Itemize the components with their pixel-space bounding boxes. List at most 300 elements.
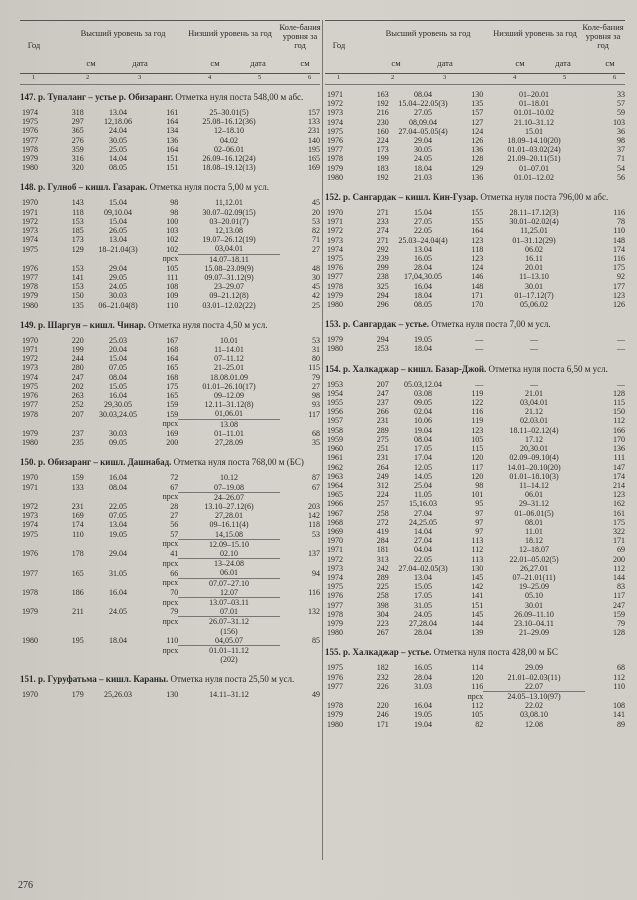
table-row — [20, 226, 320, 235]
high-level-cell — [53, 419, 84, 429]
high-date-cell: 29,30.05 — [104, 400, 133, 410]
document-page: Год Высший уровень за год Низший уровень за год Коле-бания уровня за год см дата см дата см 1 2 3 4 5 6 Год Высший уровень за год Низший уровень за год Коле-бания уровня за год см дата см дата см 1 2 3 4 5 6 147. р. Тупаланг – устье р. Обизаранг. Отметка нуля поста 548,00 м абс. 1974 318 13.04 161 25–30.01(5) 157 1975 297 12,18.06 164 25.08–16.12(36) 133 1976 365 24.04 134 12–18.10 231 1977 276 30.05 136 04.02 140 1978 359 25.05 164 02–06.01 195 1979 316 14.04 151 26.09–16.12(24) 165 1980 320 08.05 151 18.08–19.12(13) 169 148. р. Гулноб – кишл. Газарак. Отметка нуля поста 5,00 м усл. 1970 143 15.04 98 11,12.01 45 1971 118 09,10.04 98 30.07–02.09(15) 20 1972 153 15.04 100 03–20.01(7) 53 1973 185 26.05 103 12,13.08 82 1974 173 13.04 102 19.07–26.12(19) 71 1975 129 18–21.04(3) 102 03,04.01 27 прсх 14.07–18.11 1976 153 29.04 105 15.08–23.09(9) 48 1977 141 29.05 111 09.07–31.12(9) 30 1978 153 24.05 108 23–29.07 45 1979 150 30.03 109 09–21.12(8) 42 1980 135 06–21.04(8) 110 03.01–12.02(22) 25 149. р. Шаргун – кишл. Чинар. Отметка нуля поста 4,50 м усл. 1970 220 25.03 167 10.01 53 1971 199 20.04 168 11–14.01 31 1972 244 15.04 164 07–11.12 80 1973 280 07.05 165 21–25.01 115 1974 247 08.04 168 18.08.01.09 79 1975 202 15.05 175 01.01–26.10(17) 27 1976 263 16.04 165 09–12.09 98 1977 252 29,30.05 159 12.11–31.12(8) 93 1978 207 30.03,24.05 159 01,06.01 117 прсх 13.08 1979 237 30.03 169 01–11.01 68 1980 235 09.05 200 27,28.09 35 150. р. Обизаранг – кишл. Дашнабад. Отметка нуля поста 768,00 м (БС) 1970 159 16.04 72 10.12 87 1971 133 08.04 67 07–19.08 67 прсх 24–26.07 1972 231 22.05 28 13.10–27.12(6) 203 1973 169 07.05 27 27,28.01 142 1974 174 13.04 56 09–16.11(4) 118 1975 110 19.05 57 14,15.08 53 прсх 12.09–15.10 1976 178 29.04 41 02.10 137 прсх 13–24.08 1977 165 31.05 66 06.01 94 прсх 07.07–27.10 1978 186 16.04 70 12.07 116 прсх 13.07–03.11 1979 211 24.05 79 07.01 132 прсх 26.07–31.12 (156) 1980 195 18.04 110 04,05.07 85 прсх 01.01–11.12 (202) 151. р. Гуруфатьма – кишл. Караны. Отметка нуля поста 25,50 м усл. 1970 179 25,26.03 130 14.11–31.12 49 1971 163 08.04 130 01–20.01 33 1972 192 15.04–22.05(3) 135 01–18.01 57 1973 216 27.05 157 01.01–10.02 59 1974 230 08,09.04 127 21.10–31.12 103 1975 160 27.04–05.05(4) 124 15.01 36 1976 224 29.04 126 18.09–14.10(20) 98 1977 173 30.05 136 01.01–03.02(24) 37 1978 199 24.05 128 21.09–20.11(51) 71 1979 183 18.04 129 01–07.01 54 1980 192 21.03 136 01.01–12.02 56 152. р. Сангардак – кишл. Кин-Гузар. Отметка нуля поста 796,00 м абс. 1970 271 15.04 155 28.11–17.12(3) 116 1971 233 27.05 155 30.01–02.02(4) 78 1972 274 22.05 164 11,25.01 110 1973 271 25.03–24.04(4) 123 01–31.12(29) 148 1974 292 13.04 118 06.02 174 1975 239 16.05 123 16.11 116 1976 299 28.04 124 20.01 175 1977 238 17,04,30.05 146 11–13.10 92 1978 325 16.04 148 30.01 177 1979 294 18.04 171 01–17.12(7) 123 1980 296 08.05 170 05,06.02 126 153. р. Сангардак – устье. Отметка нуля поста 7,00 м усл. 1979 294 19.05 — — — 1980 253 18.04 — — — 154. р. Халкаджар – кишл. Базар-Джой. Отметка нуля поста 6,50 м усл. 1953 207 05.03,12.04 — — — 1954 247 03.08 119 21.01 128 1955 237 09.05 122 03,04.01 115 1956 266 02.04 116 21.12 150 1957 231 10.06 119 02.03.01 112 1958 289 19.04 123 18.11–02.12(4) 166 1959 275 08.04 105 17.12 170 1960 251 17.05 115 20,30.01 136 1961 231 17.04 120 02.09–09.10(4) 111 1962 264 12.05 117 14.01–20.10(20) 147 1963 249 14.05 120 01.01–18.10(3) 174 1964 312 25.04 98 11–14.12 214 1965 224 11.05 101 06.01 123 1966 257 15,16.03 95 29–31.12 162 1967 258 27.04 97 01–06.01(5) 161 1968 272 24,25.05 97 08.01 175 1969 419 14.04 97 11.01 322 1970 284 27.04 113 18.12 171 1971 181 04.04 112 12–18.07 69 1972 313 22.05 113 22.01–05.02(5) 200 1973 242 27.04–02.05(3) 130 26,27.01 112 1974 289 13.04 145 07–21.01(11) 144 1975 225 15.05 142 19–25.09 83 1976 258 17.05 141 05.10 117 1977 398 31.05 151 30.01 247 1978 304 24.05 145 26.09–11.10 159 1979 223 27,28.04 144 23.10–04.11 79 1980 267 28.04 139 21–29.09 128 155. р. Халкаджар – устье. Отметка нуля поста 428,00 м БС 1975 182 16.05 114 29.09 68 1976 232 28.04 120 21.01–02.03(11) 112 1977 226 31.03 116 22.07 110 прсх 24.05–13.10(97) 1978 220 16.04 112 22.02 108 1979 246 19.05 105 03,08.10 141 1980 171 19.04 82 12.08 89 276 — [0, 0, 637, 900]
low-date-cell: 19.07–26.12(19) — [202, 235, 256, 245]
header-unit-m-r: см — [605, 58, 615, 68]
low-date-cell: 28.11–17.12(3) — [509, 208, 559, 218]
year-cell: 1978 — [327, 609, 343, 619]
header-high: Высший уровень за год — [80, 28, 166, 38]
high-date-cell — [84, 597, 153, 607]
low-level-cell: 171 — [471, 290, 484, 300]
amplitude-cell: 128 — [613, 628, 625, 638]
high-date-cell: 16.04 — [109, 391, 128, 401]
station-datum: Отметка нуля поста 768,00 м (БС) — [171, 457, 304, 468]
high-date-cell: 31.05 — [109, 568, 128, 578]
table-row — [325, 282, 625, 291]
station-title — [20, 674, 320, 685]
amplitude-cell — [280, 655, 320, 664]
year-cell: 1977 — [327, 682, 343, 692]
table-row — [325, 118, 625, 127]
high-level-cell: 292 — [376, 244, 389, 254]
amplitude-cell: 83 — [617, 582, 625, 592]
amplitude-cell — [280, 539, 320, 549]
year-cell — [20, 492, 53, 502]
header-unit-data2-r: дата — [555, 58, 571, 68]
low-level-cell: 119 — [471, 416, 484, 426]
year-cell: 1978 — [22, 282, 38, 292]
high-date-cell: 12.05 — [414, 462, 433, 472]
amplitude-cell: 166 — [613, 425, 625, 435]
table-row — [20, 645, 320, 655]
table-row — [20, 145, 320, 154]
low-level-cell: 123 — [471, 425, 484, 435]
low-date-cell: 02–06.01 — [214, 144, 245, 154]
low-level-cell: 130 — [166, 690, 179, 700]
table-row — [325, 682, 625, 692]
year-cell: 1980 — [22, 300, 38, 310]
low-level-cell: прсх — [162, 539, 179, 549]
low-date-cell: 01.01–10.02 — [514, 108, 555, 118]
high-level-cell: 247 — [71, 372, 84, 382]
year-cell: 1963 — [327, 471, 343, 481]
low-level-cell: 112 — [471, 545, 484, 555]
low-level-cell: 70 — [170, 587, 179, 597]
low-level-cell: 151 — [166, 163, 179, 173]
low-level-cell: 145 — [471, 572, 484, 582]
levels-table — [20, 198, 320, 309]
high-date-cell: 08.05 — [109, 163, 128, 173]
year-cell: 1975 — [22, 244, 38, 254]
low-date-cell: 11.01 — [525, 526, 543, 536]
high-date-cell: 24.05 — [414, 154, 433, 164]
low-level-cell: 97 — [475, 526, 484, 536]
low-level-cell: 101 — [471, 490, 484, 500]
high-date-cell: 27,28.04 — [409, 618, 438, 628]
year-cell — [325, 691, 358, 701]
table-row — [325, 490, 625, 499]
year-cell: 1959 — [327, 434, 343, 444]
year-cell: 1962 — [327, 462, 343, 472]
year-cell: 1979 — [327, 163, 343, 173]
high-date-cell: 27.04 — [414, 508, 433, 518]
table-row — [325, 518, 625, 527]
table-row — [325, 499, 625, 508]
amplitude-cell: 89 — [617, 719, 625, 729]
low-date-cell: 14.07–18.11 — [209, 254, 249, 264]
table-row — [325, 335, 625, 344]
year-cell: 1974 — [327, 572, 343, 582]
amplitude-cell: 175 — [613, 263, 625, 273]
levels-table — [20, 690, 320, 699]
high-level-cell: 242 — [376, 563, 389, 573]
amplitude-cell: 177 — [613, 281, 625, 291]
high-date-cell: 19.05 — [414, 710, 433, 720]
low-date-cell: 12.08 — [525, 719, 544, 729]
low-level-cell: 139 — [471, 628, 484, 638]
amplitude-cell: 35 — [312, 438, 320, 448]
low-date-cell: 23–29.07 — [214, 282, 245, 292]
high-date-cell: 22.05 — [109, 501, 128, 511]
high-date-cell: 08.04 — [414, 90, 433, 99]
table-row — [20, 502, 320, 511]
year-cell: 1972 — [22, 354, 38, 364]
year-cell: 1974 — [22, 235, 38, 245]
low-level-cell: 66 — [170, 568, 179, 578]
high-level-cell: 182 — [376, 663, 389, 673]
low-level-cell: 129 — [471, 163, 484, 173]
year-cell — [20, 645, 53, 655]
low-date-cell: 18.09–14.10(20) — [507, 136, 561, 146]
low-date-cell: 11–14.01 — [214, 345, 244, 355]
high-level-cell: 251 — [376, 444, 389, 454]
amplitude-cell: 68 — [617, 663, 625, 673]
table-row — [325, 145, 625, 154]
year-cell: 1972 — [22, 501, 38, 511]
low-level-cell: 122 — [471, 398, 484, 408]
amplitude-cell: 115 — [613, 398, 625, 408]
table-row — [325, 545, 625, 554]
high-level-cell: 207 — [71, 409, 84, 419]
levels-table — [20, 473, 320, 664]
low-date-cell: 09–12.09 — [214, 391, 245, 401]
amplitude-cell: 231 — [308, 126, 320, 136]
year-cell: 1957 — [327, 416, 343, 426]
high-date-cell: 18.04 — [414, 290, 433, 300]
table-row — [20, 690, 320, 699]
station-title — [20, 92, 320, 103]
high-level-cell — [53, 559, 84, 569]
table-row — [20, 539, 320, 549]
high-level-cell: 299 — [376, 263, 389, 273]
low-level-cell: 169 — [166, 428, 179, 438]
amplitude-cell: 117 — [308, 409, 320, 419]
table-row — [325, 380, 625, 389]
year-cell: 1975 — [22, 529, 38, 539]
amplitude-cell: 118 — [308, 520, 320, 530]
station-title — [325, 647, 625, 658]
table-row — [325, 710, 625, 719]
year-cell — [20, 539, 53, 549]
amplitude-cell: 111 — [613, 453, 625, 463]
station-block — [325, 364, 625, 638]
station-name: 147. р. Тупаланг – устье р. Обизаранг. — [20, 92, 174, 102]
table-row — [325, 226, 625, 235]
low-level-cell: прсх — [162, 492, 179, 502]
table-row — [20, 568, 320, 578]
year-cell: 1979 — [22, 291, 38, 301]
low-level-cell: 164 — [471, 226, 484, 236]
high-level-cell: 192 — [376, 172, 389, 182]
low-date-cell: 26.07–31.12 — [209, 617, 250, 627]
low-level-cell: 144 — [471, 618, 484, 628]
low-date-cell: 29–31.12 — [519, 499, 550, 509]
amplitude-cell: 67 — [312, 482, 320, 492]
low-level-cell: 146 — [471, 272, 484, 282]
high-date-cell: 27.05 — [414, 217, 433, 227]
low-level-cell: прсх — [162, 578, 179, 588]
low-level-cell: 119 — [471, 388, 484, 398]
table-row — [325, 99, 625, 108]
amplitude-cell: 87 — [312, 473, 320, 483]
high-level-cell: 169 — [71, 511, 84, 521]
low-level-cell: прсх — [162, 617, 179, 627]
low-date-cell: (156) — [220, 626, 238, 636]
high-date-cell: 15.04 — [109, 354, 128, 364]
amplitude-cell — [280, 578, 320, 588]
high-date-cell: 27.04 — [414, 536, 433, 546]
header-unit-data-r: дата — [437, 58, 453, 68]
amplitude-cell: 85 — [312, 636, 320, 645]
header-amp: Коле-бания уровня за год — [279, 22, 321, 50]
station-name: 155. р. Халкаджар – устье. — [325, 647, 432, 658]
high-level-cell: 257 — [376, 499, 389, 509]
high-level-cell: 118 — [72, 207, 84, 217]
table-row — [325, 720, 625, 729]
low-level-cell: 111 — [166, 273, 179, 283]
high-level-cell: 263 — [71, 391, 84, 401]
high-level-cell: 220 — [71, 335, 84, 345]
high-level-cell: 186 — [71, 587, 84, 597]
year-cell: 1973 — [22, 511, 38, 521]
high-date-cell: 18.04 — [414, 344, 433, 354]
high-level-cell: 312 — [376, 480, 389, 490]
high-date-cell: 07.05 — [109, 363, 128, 373]
high-date-cell: 24.04 — [109, 126, 128, 136]
low-level-cell: 167 — [166, 335, 179, 345]
high-date-cell: 02.04 — [414, 407, 433, 417]
header-low-r: Низший уровень за год — [493, 28, 577, 38]
amplitude-cell: 142 — [308, 511, 320, 521]
low-date-cell: 13.10–27.12(6) — [204, 501, 254, 511]
amplitude-cell: 161 — [613, 508, 625, 518]
high-level-cell: 225 — [376, 582, 389, 592]
year-cell: 1967 — [327, 508, 343, 518]
amplitude-cell: 82 — [312, 226, 320, 236]
low-date-cell: 05.10 — [525, 591, 544, 601]
low-date-cell: 15.01 — [525, 126, 544, 136]
low-level-cell: 97 — [475, 517, 484, 527]
low-level-cell: прсх — [162, 419, 179, 429]
low-date-cell: 01–20.01 — [519, 90, 550, 99]
low-date-cell: 11–14.12 — [519, 480, 549, 490]
amplitude-cell: 45 — [312, 198, 320, 208]
station-block — [20, 182, 320, 309]
low-date-cell: 02.10 — [178, 549, 280, 559]
year-cell: 1973 — [327, 235, 343, 245]
year-cell: 1980 — [327, 172, 343, 182]
high-level-cell: 246 — [376, 710, 389, 720]
low-date-cell: 26.09–11.10 — [514, 609, 554, 619]
high-level-cell: 294 — [376, 335, 389, 345]
year-cell: 1979 — [327, 335, 343, 345]
amplitude-cell: 53 — [312, 529, 320, 539]
year-cell: 1961 — [327, 453, 343, 463]
high-level-cell: 171 — [376, 719, 389, 729]
year-cell: 1976 — [22, 126, 38, 136]
amplitude-cell: 36 — [617, 126, 625, 136]
table-row — [325, 601, 625, 610]
table-row — [20, 244, 320, 254]
table-row — [20, 117, 320, 126]
low-date-cell: 21.09–20.11(51) — [507, 154, 561, 164]
amplitude-cell: 59 — [617, 108, 625, 118]
table-row — [20, 400, 320, 409]
table-row — [325, 407, 625, 416]
low-level-cell: 27 — [170, 511, 179, 521]
low-level-cell: 118 — [471, 244, 484, 254]
table-row — [325, 108, 625, 117]
high-date-cell: 29.04 — [414, 136, 433, 146]
year-cell — [20, 559, 53, 569]
low-level-cell: 130 — [471, 563, 484, 573]
header-unit-sm2-r: см — [515, 58, 525, 68]
high-level-cell: 296 — [376, 300, 389, 310]
high-date-cell — [84, 539, 153, 549]
table-row — [20, 549, 320, 559]
high-level-cell: 325 — [376, 281, 389, 291]
table-row — [20, 636, 320, 646]
high-date-cell: 15.04 — [109, 198, 128, 208]
year-cell: 1971 — [327, 545, 343, 555]
high-level-cell: 253 — [376, 344, 389, 354]
low-date-cell: 25–30.01(5) — [209, 108, 249, 117]
low-level-cell: 57 — [170, 529, 179, 539]
high-date-cell: 27.04–05.05(4) — [398, 126, 448, 136]
table-row — [20, 373, 320, 382]
low-level-cell: 148 — [471, 281, 484, 291]
table-row — [20, 588, 320, 598]
high-level-cell: 143 — [71, 198, 84, 208]
low-level-cell: 102 — [166, 244, 179, 254]
low-date-cell: 27,28.09 — [215, 438, 244, 448]
amplitude-cell: 174 — [613, 471, 625, 481]
amplitude-cell: 214 — [613, 480, 625, 490]
low-level-cell: прсх — [162, 558, 179, 568]
low-date-cell: 20,30.01 — [520, 444, 549, 454]
high-date-cell: 06–21.04(8) — [98, 300, 138, 310]
low-date-cell: 03,04.01 — [178, 244, 280, 254]
low-level-cell — [152, 655, 178, 664]
low-date-cell: 21–25.01 — [214, 363, 245, 373]
low-level-cell: 116 — [471, 682, 484, 692]
low-date-cell: 12–18.07 — [519, 545, 550, 555]
high-level-cell: 183 — [376, 163, 389, 173]
low-date-cell: 08.01 — [525, 517, 544, 527]
low-date-cell: 10.12 — [220, 473, 239, 483]
high-level-cell: 398 — [376, 600, 389, 610]
amplitude-cell: 162 — [613, 499, 625, 509]
high-level-cell — [53, 578, 84, 588]
high-level-cell: 110 — [72, 529, 84, 539]
year-cell: 1956 — [327, 407, 343, 417]
low-date-cell: 11,12.01 — [215, 198, 243, 208]
table-row — [325, 564, 625, 573]
amplitude-cell: 137 — [308, 549, 320, 559]
table-row — [20, 530, 320, 540]
table-row — [20, 511, 320, 520]
header-amp-r: Коле-бания уровня за год — [582, 22, 624, 50]
low-date-cell: 18.11–02.12(4) — [509, 425, 559, 435]
table-row — [20, 578, 320, 588]
table-row — [20, 382, 320, 391]
year-cell: 1972 — [22, 216, 38, 226]
table-row — [20, 264, 320, 273]
table-row — [325, 254, 625, 263]
table-row — [20, 154, 320, 163]
high-level-cell — [53, 254, 84, 264]
low-date-cell: 29.09 — [525, 663, 544, 673]
low-date-cell: 09–21.12(8) — [209, 291, 249, 301]
high-date-cell: 24.05 — [109, 607, 128, 617]
table-row — [325, 509, 625, 518]
amplitude-cell: 25 — [312, 300, 320, 310]
table-row — [325, 272, 625, 281]
low-level-cell — [152, 627, 178, 636]
amplitude-cell: 27 — [312, 244, 320, 254]
low-date-cell: 01–17.12(7) — [514, 290, 554, 300]
high-level-cell: 294 — [376, 290, 389, 300]
low-date-cell: 14.01–20.10(20) — [507, 462, 561, 472]
year-cell: 1976 — [327, 672, 343, 682]
table-row — [325, 236, 625, 245]
levels-table — [325, 663, 625, 728]
table-row — [325, 463, 625, 472]
high-date-cell: 19.05 — [109, 529, 128, 539]
low-date-cell: 22.02 — [525, 701, 544, 711]
station-datum: Отметка нуля поста 428,00 м БС — [431, 647, 558, 658]
year-cell: 1971 — [22, 482, 38, 492]
amplitude-cell — [280, 254, 320, 264]
low-date-cell: 01.01–03.02(24) — [507, 145, 561, 155]
table-row — [20, 438, 320, 447]
amplitude-cell: 98 — [312, 391, 320, 401]
low-level-cell: 127 — [471, 117, 484, 127]
high-level-cell: 163 — [376, 90, 389, 99]
year-cell: 1980 — [327, 344, 343, 354]
high-level-cell: 150 — [71, 291, 84, 301]
year-cell — [20, 419, 53, 429]
table-row — [325, 444, 625, 453]
amplitude-cell — [280, 617, 320, 627]
low-level-cell: 110 — [166, 636, 179, 645]
amplitude-cell: 112 — [613, 563, 625, 573]
year-cell: 1971 — [22, 345, 38, 355]
low-level-cell: 95 — [475, 499, 484, 509]
table-row — [325, 472, 625, 481]
low-date-cell: 11,25.01 — [520, 226, 548, 236]
high-level-cell: 365 — [71, 126, 84, 136]
amplitude-cell — [280, 627, 320, 636]
low-date-cell: 13.08 — [220, 419, 239, 429]
low-level-cell: 41 — [170, 549, 179, 559]
high-date-cell: 22.05 — [414, 554, 433, 564]
year-cell: 1978 — [327, 281, 343, 291]
low-level-cell: 115 — [471, 444, 484, 454]
high-date-cell: 05.03,12.04 — [404, 379, 443, 389]
year-cell: 1978 — [22, 587, 38, 597]
station-name: 148. р. Гулноб – кишл. Газарак. — [20, 182, 148, 193]
high-date-cell: 08.04 — [109, 482, 128, 492]
high-level-cell: 181 — [376, 545, 389, 555]
year-cell: 1980 — [22, 438, 38, 448]
high-level-cell: 179 — [71, 690, 84, 700]
high-date-cell: 15.04 — [414, 208, 433, 218]
amplitude-cell: 79 — [617, 618, 625, 628]
high-level-cell: 264 — [376, 462, 389, 472]
high-date-cell: 04.04 — [414, 545, 433, 555]
station-datum: Отметка нуля поста 25,50 м усл. — [168, 674, 295, 685]
station-block — [325, 319, 625, 353]
amplitude-cell: 33 — [617, 90, 625, 99]
